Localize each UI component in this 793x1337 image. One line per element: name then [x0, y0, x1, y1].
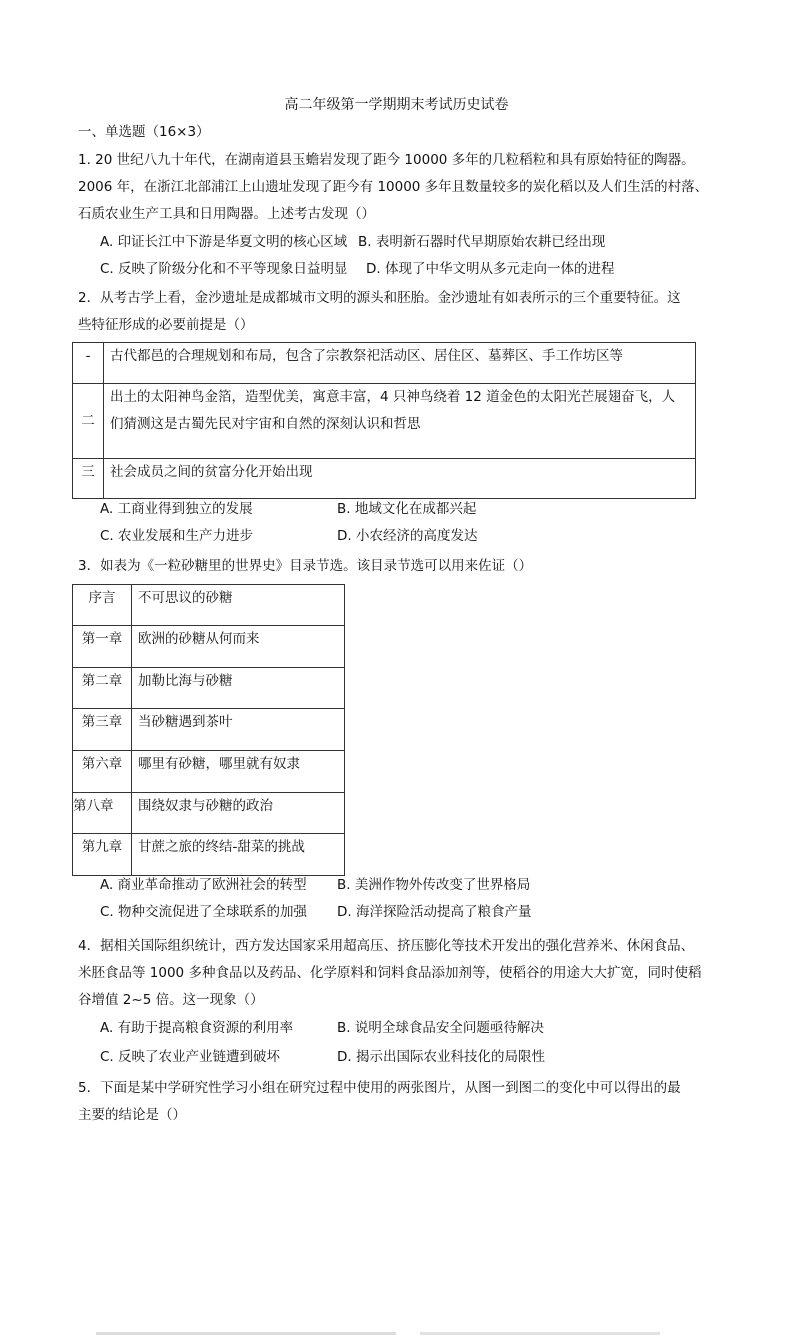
- chapter-title-cell: 加勒比海与砂糖: [132, 668, 345, 709]
- option-c[interactable]: C. 农业发展和生产力进步: [100, 528, 254, 544]
- contents-table: [72, 584, 345, 876]
- question-text-line: 4．据相关国际组织统计，西方发达国家采用超高压、挤压膨化等技术开发出的强化营养米、休闲食品、: [78, 938, 695, 954]
- page-title: 高二年级第一学期期末考试历史试卷: [284, 97, 509, 113]
- table-row: [73, 668, 345, 709]
- chapter-cell: 第三章: [73, 709, 132, 751]
- question-text-line: 主要的结论是（）: [78, 1107, 186, 1123]
- table-row: [73, 585, 345, 626]
- row-text-line: 出土的太阳神鸟金箔，造型优美，寓意丰富，4 只神鸟绕着 12 道金色的太阳光芒展翅奋飞，人: [110, 389, 676, 405]
- question-text-line: 5．下面是某中学研究性学习小组在研究过程中使用的两张图片，从图一到图二的变化中可以得出的最: [78, 1080, 681, 1096]
- option-b[interactable]: B. 地域文化在成都兴起: [337, 501, 477, 517]
- option-a[interactable]: A. 有助于提高粮食资源的利用率: [100, 1020, 294, 1036]
- option-d[interactable]: D. 揭示出国际农业科技化的局限性: [337, 1049, 545, 1065]
- option-b[interactable]: B. 美洲作物外传改变了世界格局: [337, 877, 531, 893]
- option-c[interactable]: C. 物种交流促进了全球联系的加强: [100, 904, 308, 920]
- option-c[interactable]: C. 反映了阶级分化和不平等现象日益明显: [100, 261, 348, 277]
- option-a[interactable]: A. 工商业得到独立的发展: [100, 501, 253, 517]
- question-text-line: 2006 年，在浙江北部浦江上山遗址发现了距今有 10000 多年且数量较多的炭化稻以及人们生活的村落、: [78, 179, 709, 195]
- option-d[interactable]: D. 体现了中华文明从多元走向一体的进程: [366, 261, 615, 277]
- option-b[interactable]: B. 说明全球食品安全问题亟待解决: [337, 1020, 544, 1036]
- row-text: 社会成员之间的贫富分化开始出现: [104, 459, 696, 499]
- table-row: [73, 709, 345, 751]
- option-a[interactable]: A. 印证长江中下游是华夏文明的核心区域: [100, 234, 348, 250]
- chapter-title-cell: 哪里有砂糖，哪里就有奴隶: [132, 751, 345, 793]
- chapter-cell: 第二章: [73, 668, 132, 709]
- chapter-cell: 第六章: [73, 751, 132, 793]
- chapter-title-cell: 当砂糖遇到茶叶: [132, 709, 345, 751]
- chapter-title-cell: 甘蔗之旅的终结-甜菜的挑战: [132, 834, 345, 876]
- row-text: [104, 384, 696, 459]
- option-b[interactable]: B. 表明新石器时代早期原始农耕已经出现: [358, 234, 606, 250]
- option-c[interactable]: C. 反映了农业产业链遭到破坏: [100, 1049, 281, 1065]
- chapter-cell: 第八章: [73, 793, 132, 834]
- cutoff-text-artifact: [0, 1328, 793, 1337]
- row-number: 二: [73, 384, 104, 459]
- table-row: [73, 459, 696, 499]
- table-row: [73, 834, 345, 876]
- option-a[interactable]: A. 商业革命推动了欧洲社会的转型: [100, 877, 307, 893]
- question-text-line: 石质农业生产工具和日用陶器。上述考古发现（）: [78, 206, 375, 222]
- table-row: [73, 751, 345, 793]
- chapter-cell: 第一章: [73, 626, 132, 668]
- question-text-line: 2．从考古学上看，金沙遗址是成都城市文明的源头和胚胎。金沙遗址有如表所示的三个重要特征。这: [78, 290, 681, 306]
- question-text-line: 1. 20 世纪八九十年代，在湖南道县玉蟾岩发现了距今 10000 多年的几粒稻粒和具有原始特征的陶器。: [78, 152, 695, 168]
- option-d[interactable]: D. 小农经济的高度发达: [337, 528, 478, 544]
- table-row: [73, 793, 345, 834]
- row-number: -: [73, 343, 104, 384]
- features-table: [72, 342, 696, 499]
- chapter-title-cell: 欧洲的砂糖从何而来: [132, 626, 345, 668]
- chapter-title-cell: 围绕奴隶与砂糖的政治: [132, 793, 345, 834]
- question-text-line: 谷增值 2~5 倍。这一现象（）: [78, 992, 264, 1008]
- question-text-line: 米胚食品等 1000 多种食品以及药品、化学原料和饲料食品添加剂等，使稻谷的用途大大扩宽，同时使稻: [78, 965, 702, 981]
- row-number: 三: [73, 459, 104, 499]
- question-text-line: 些特征形成的必要前提是（）: [78, 317, 254, 333]
- row-text-line: 们猜测这是古蜀先民对宇宙和自然的深刻认识和哲思: [110, 416, 421, 432]
- chapter-cell: 序言: [73, 585, 132, 626]
- question-text-line: 3．如表为《一粒砂糖里的世界史》目录节选。该目录节选可以用来佐证（）: [78, 558, 533, 574]
- chapter-cell: 第九章: [73, 834, 132, 876]
- table-row: [73, 384, 696, 459]
- option-d[interactable]: D. 海洋探险活动提高了粮食产量: [337, 904, 532, 920]
- chapter-title-cell: 不可思议的砂糖: [132, 585, 345, 626]
- section-heading: 一、单选题（16×3）: [78, 124, 210, 140]
- table-row: [73, 626, 345, 668]
- table-row: [73, 343, 696, 384]
- row-text: 古代都邑的合理规划和布局，包含了宗教祭祀活动区、居住区、墓葬区、手工作坊区等: [104, 343, 696, 384]
